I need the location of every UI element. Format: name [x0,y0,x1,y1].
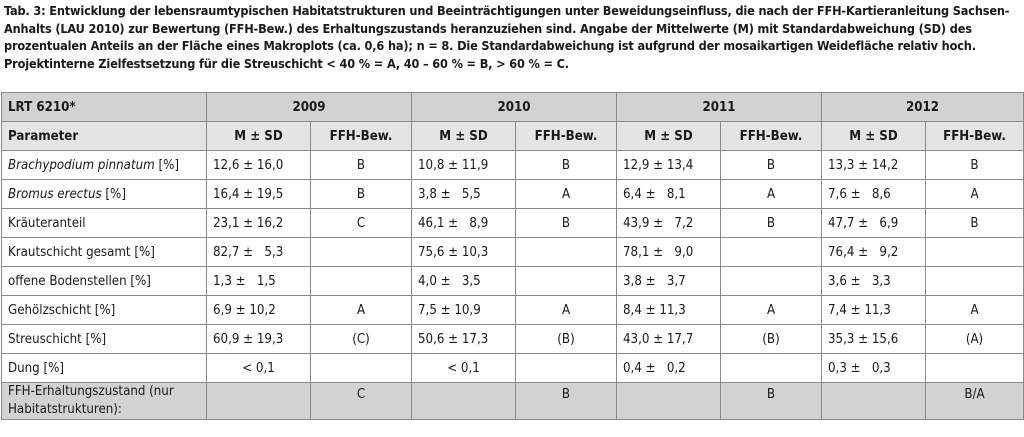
ffh-rating-cell [516,238,617,267]
table-row [2,209,1024,238]
ffh-rating-cell: B [926,151,1024,180]
ffh-rating-cell: B [721,209,822,238]
summary-empty-cell [822,383,926,420]
row-label [2,151,207,180]
column-header-row [2,122,1024,151]
table-row [2,354,1024,383]
ffh-rating-cell: (B) [516,325,617,354]
species-name: Bromus erectus [8,186,102,202]
ffh-rating-cell: (C) [311,325,412,354]
mean-sd-cell: 43,0 ± 17,7 [617,325,721,354]
mean-sd-cell: 60,9 ± 19,3 [207,325,311,354]
ffh-rating-cell: A [721,180,822,209]
bew-header: FFH-Bew. [311,122,412,151]
ffh-rating-cell: C [311,209,412,238]
ffh-rating-cell [311,267,412,296]
ffh-rating-cell [721,354,822,383]
row-label [2,296,207,325]
year-2011: 2011 [617,93,822,122]
msd-header: M ± SD [412,122,516,151]
row-label-text: Streuschicht [%] [8,331,107,347]
row-label-text: [%] [101,186,126,202]
mean-sd-cell: < 0,1 [412,354,516,383]
ffh-rating-cell [516,354,617,383]
year-header-row [2,93,1024,122]
mean-sd-cell: 0,4 ± 0,2 [617,354,721,383]
ffh-rating-cell: B [516,209,617,238]
ffh-rating-cell [311,238,412,267]
mean-sd-cell: 12,9 ± 13,4 [617,151,721,180]
table-row [2,151,1024,180]
mean-sd-cell: 4,0 ± 3,5 [412,267,516,296]
mean-sd-cell: 7,4 ± 11,3 [822,296,926,325]
year-2012: 2012 [822,93,1024,122]
summary-row [2,383,1024,420]
table-row [2,267,1024,296]
mean-sd-cell: 7,5 ± 10,9 [412,296,516,325]
msd-header: M ± SD [822,122,926,151]
ffh-rating-cell: B [926,209,1024,238]
ffh-rating-cell: A [516,180,617,209]
row-label-text: Gehölzschicht [%] [8,302,116,318]
ffh-rating-cell [926,354,1024,383]
row-label [2,267,207,296]
mean-sd-cell: 46,1 ± 8,9 [412,209,516,238]
year-2009: 2009 [207,93,412,122]
mean-sd-cell: 78,1 ± 9,0 [617,238,721,267]
parameter-header: Parameter [2,122,207,151]
table-row [2,296,1024,325]
mean-sd-cell: 35,3 ± 15,6 [822,325,926,354]
ffh-rating-cell: B [721,151,822,180]
ffh-rating-cell [721,238,822,267]
ffh-rating-cell: (B) [721,325,822,354]
mean-sd-cell: 76,4 ± 9,2 [822,238,926,267]
ffh-rating-cell: A [721,296,822,325]
mean-sd-cell: 43,9 ± 7,2 [617,209,721,238]
ffh-rating-cell [926,238,1024,267]
mean-sd-cell: 3,8 ± 3,7 [617,267,721,296]
row-label [2,354,207,383]
mean-sd-cell: 82,7 ± 5,3 [207,238,311,267]
ffh-rating-cell: B [311,151,412,180]
mean-sd-cell: 6,9 ± 10,2 [207,296,311,325]
mean-sd-cell: < 0,1 [207,354,311,383]
summary-rating-cell: B [516,383,617,420]
row-label-text: [%] [154,157,179,173]
bew-header: FFH-Bew. [721,122,822,151]
mean-sd-cell: 13,3 ± 14,2 [822,151,926,180]
summary-empty-cell [412,383,516,420]
ffh-rating-cell: B [516,151,617,180]
data-table [1,92,1024,420]
row-label [2,325,207,354]
summary-empty-cell [207,383,311,420]
summary-label: FFH-Erhaltungszustand (nur Habitatstrukturen): [2,383,207,420]
bew-header: FFH-Bew. [516,122,617,151]
row-label-text: Krautschicht gesamt [%] [8,244,155,260]
mean-sd-cell: 6,4 ± 8,1 [617,180,721,209]
ffh-rating-cell [721,267,822,296]
mean-sd-cell: 8,4 ± 11,3 [617,296,721,325]
summary-rating-cell: C [311,383,412,420]
row-label [2,209,207,238]
mean-sd-cell: 7,6 ± 8,6 [822,180,926,209]
species-name: Brachypodium pinnatum [8,157,155,173]
summary-empty-cell [617,383,721,420]
mean-sd-cell: 10,8 ± 11,9 [412,151,516,180]
msd-header: M ± SD [207,122,311,151]
table-row [2,325,1024,354]
table-row [2,180,1024,209]
ffh-rating-cell: A [926,296,1024,325]
ffh-rating-cell [516,267,617,296]
mean-sd-cell: 3,8 ± 5,5 [412,180,516,209]
mean-sd-cell: 75,6 ± 10,3 [412,238,516,267]
mean-sd-cell: 0,3 ± 0,3 [822,354,926,383]
row-label-text: Dung [%] [8,360,65,376]
row-label-text: offene Bodenstellen [%] [8,273,151,289]
row-label [2,180,207,209]
ffh-rating-cell [926,267,1024,296]
row-label-text: Kräuteranteil [8,215,86,231]
mean-sd-cell: 47,7 ± 6,9 [822,209,926,238]
mean-sd-cell: 1,3 ± 1,5 [207,267,311,296]
mean-sd-cell: 23,1 ± 16,2 [207,209,311,238]
summary-rating-cell: B [721,383,822,420]
table-caption: Tab. 3: Entwicklung der lebensraumtypischen Habitatstrukturen und Beeinträchtigungen unter Beweidungseinfluss, die nach der FFH-Kartieranleitung Sachsen-Anhalts (LAU 2010) zur Bewertung (FFH-Bew.) des Erhaltungszustands heranzuziehen sind. Angabe der Mittelwerte (M) mit Standardabweichung (SD) des prozentualen Anteils an der Fläche eines Makroplots (ca. 0,6 ha); n = 8. Die Standardabweichung ist aufgrund der mosaikartigen Weidefläche relativ hoch. Projektinterne Zielfestsetzung für die Streuschicht < 40 % = A, 40 – 60 % = B, > 60 % = C. [4,3,1010,71]
ffh-rating-cell [311,354,412,383]
ffh-rating-cell: A [926,180,1024,209]
summary-rating-cell: B/A [926,383,1024,420]
lrt-label: LRT 6210* [2,93,207,122]
row-label [2,238,207,267]
msd-header: M ± SD [617,122,721,151]
mean-sd-cell: 12,6 ± 16,0 [207,151,311,180]
mean-sd-cell: 16,4 ± 19,5 [207,180,311,209]
ffh-rating-cell: A [311,296,412,325]
mean-sd-cell: 3,6 ± 3,3 [822,267,926,296]
year-2010: 2010 [412,93,617,122]
ffh-rating-cell: (A) [926,325,1024,354]
table-row [2,238,1024,267]
mean-sd-cell: 50,6 ± 17,3 [412,325,516,354]
ffh-rating-cell: A [516,296,617,325]
bew-header: FFH-Bew. [926,122,1024,151]
ffh-rating-cell: B [311,180,412,209]
